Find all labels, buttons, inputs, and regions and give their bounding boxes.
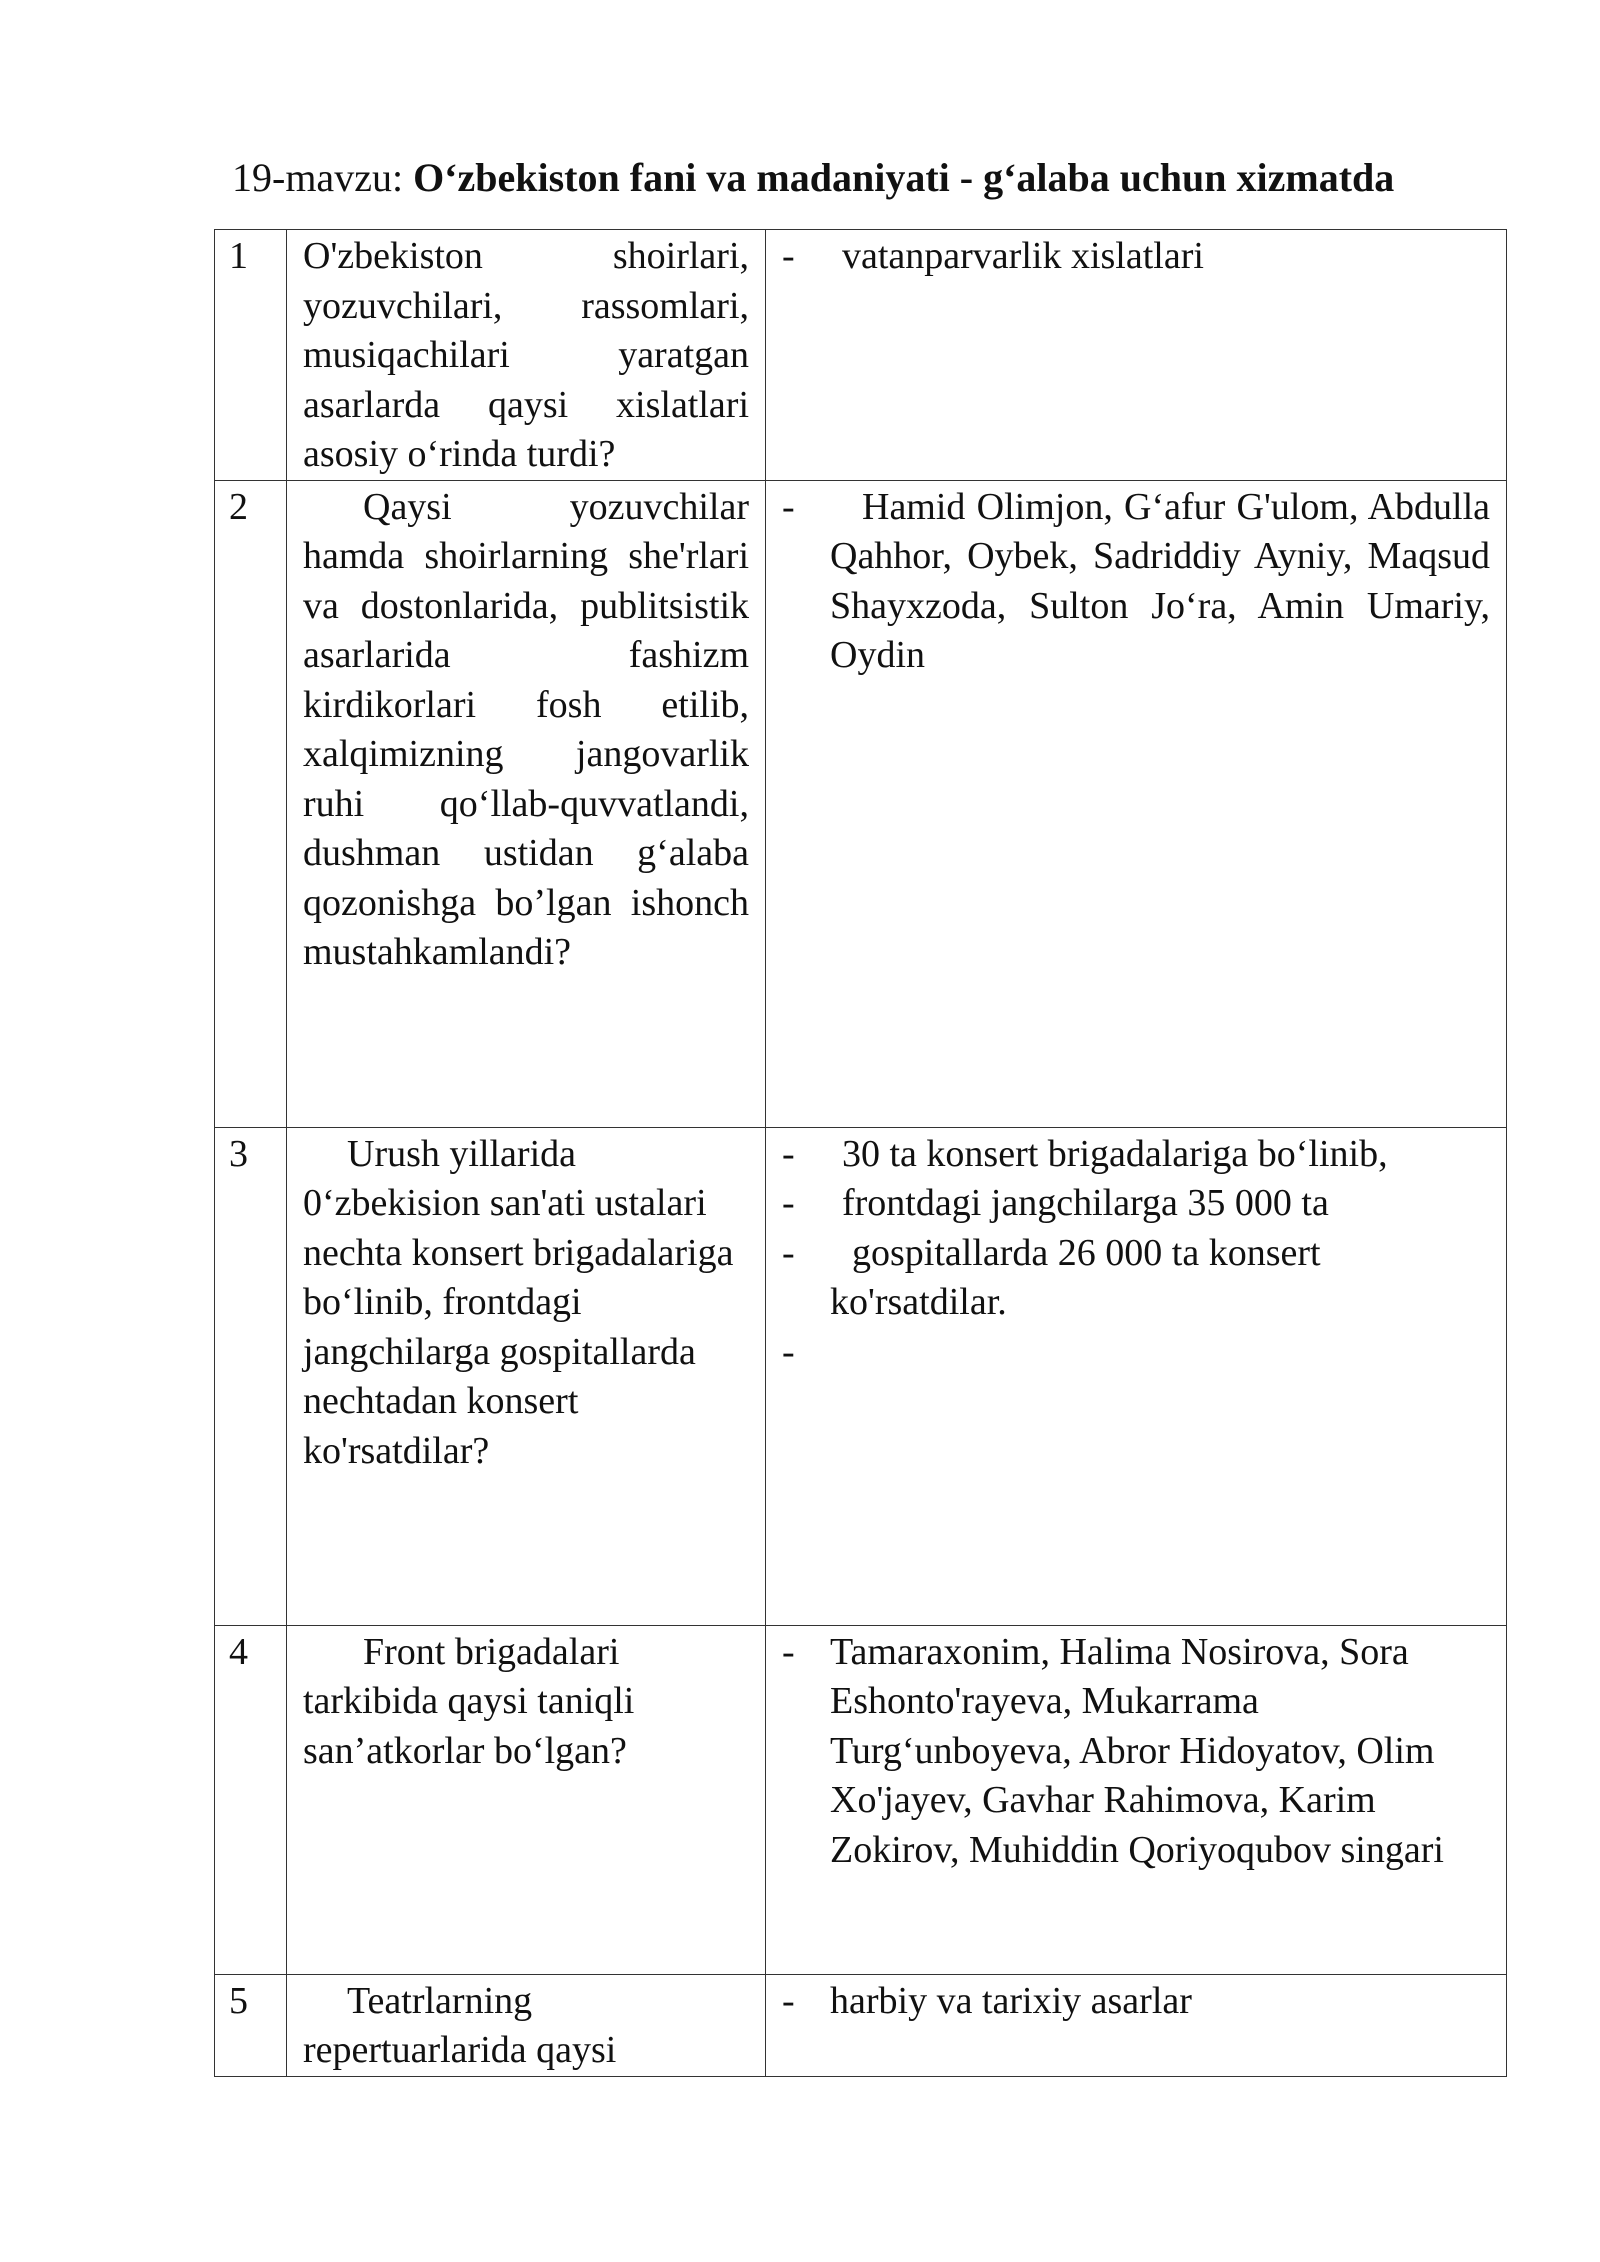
answer-cell [766, 1127, 1507, 1625]
row-number: 2 [215, 480, 287, 1127]
question-text: Teatrlarning repertuarlarida qaysi [303, 1979, 617, 2071]
question-text: O'zbekiston shoirlari, yozuvchilari, rassomlari, musiqachilari yaratgan asarlarda qaysi xislatlari asosiy o‘rinda turdi? [303, 235, 749, 475]
row-number: 4 [215, 1625, 287, 1974]
table-row [215, 1127, 1507, 1625]
answer-line [782, 483, 1490, 681]
answer-line [782, 1977, 1490, 2027]
answer-line [782, 232, 1490, 282]
dash-marker: - [782, 1182, 795, 1224]
question-cell [287, 230, 766, 481]
row-number: 5 [215, 1974, 287, 2076]
row-number: 1 [215, 230, 287, 481]
answer-cell [766, 1625, 1507, 1974]
answer-text: harbiy va tarixiy asarlar [830, 1979, 1192, 2022]
dash-marker: - [782, 1330, 795, 1373]
table-row [215, 1974, 1507, 2076]
answer-cell [766, 1974, 1507, 2076]
dash-marker: - [782, 485, 795, 528]
answer-cell [766, 480, 1507, 1127]
question-text: Front brigadalari tarkibida qaysi taniqli san’atkorlar bo‘lgan? [303, 1630, 635, 1772]
answer-line [782, 1628, 1490, 1876]
qa-table [214, 229, 1507, 2077]
answer-text: Hamid Olimjon, G‘afur G'ulom, Abdulla Qahhor, Oybek, Sadriddiy Ayniy, Maqsud Shayxzoda, Sulton Jo‘ra, Amin Umariy, Oydin [830, 485, 1490, 676]
answer-text: gospitallarda 26 000 ta konsert ko'rsatdilar. [830, 1231, 1321, 1323]
answer-text: 30 ta konsert brigadalariga bo‘linib, [842, 1132, 1388, 1175]
dash-marker: - [782, 1630, 795, 1673]
dash-marker: - [782, 1132, 795, 1175]
table-row [215, 480, 1507, 1127]
question-cell [287, 1625, 766, 1974]
answer-line [782, 1130, 1490, 1180]
dash-marker: - [782, 1979, 795, 2022]
answer-cell [766, 230, 1507, 481]
question-text: Urush yillarida 0‘zbekision san'ati ustalari nechta konsert brigadalariga bo‘linib, frontdagi jangchilarga gospitallarda nechtadan konsert ko'rsatdilar? [303, 1132, 734, 1472]
answer-line [782, 1179, 1490, 1229]
question-cell [287, 1974, 766, 2076]
dash-marker: - [782, 1231, 795, 1274]
question-text: Qaysi yozuvchilar hamda shoirlarning she'rlari va dostonlarida, publitsistik asarlarida fashizm kirdikorlari fosh etilib, xalqimizning jangovarlik ruhi qo‘llab-quvvatlandi, dushman ustidan g‘alaba qozonishga bo’lgan ishonch mustahkamlandi? [303, 485, 749, 973]
title-prefix: 19-mavzu: [232, 155, 414, 200]
question-cell [287, 1127, 766, 1625]
title-main: O‘zbekiston fani va madaniyati - g‘alaba uchun xizmatda [413, 155, 1395, 200]
answer-line [782, 1229, 1490, 1328]
question-cell [287, 480, 766, 1127]
row-number: 3 [215, 1127, 287, 1625]
answer-text: Tamaraxonim, Halima Nosirova, Sora Eshonto'rayeva, Mukarrama Turg‘unboyeva, Abror Hidoyatov, Olim Xo'jayev, Gavhar Rahimova, Karim Zokirov, Muhiddin Qoriyoqubov singari [830, 1630, 1444, 1871]
answer-text: vatanparvarlik xislatlari [842, 235, 1204, 277]
table-row [215, 1625, 1507, 1974]
table-row [215, 230, 1507, 481]
answer-text: frontdagi jangchilarga 35 000 ta [842, 1182, 1329, 1224]
dash-marker: - [782, 235, 795, 277]
page-title [232, 152, 1532, 204]
